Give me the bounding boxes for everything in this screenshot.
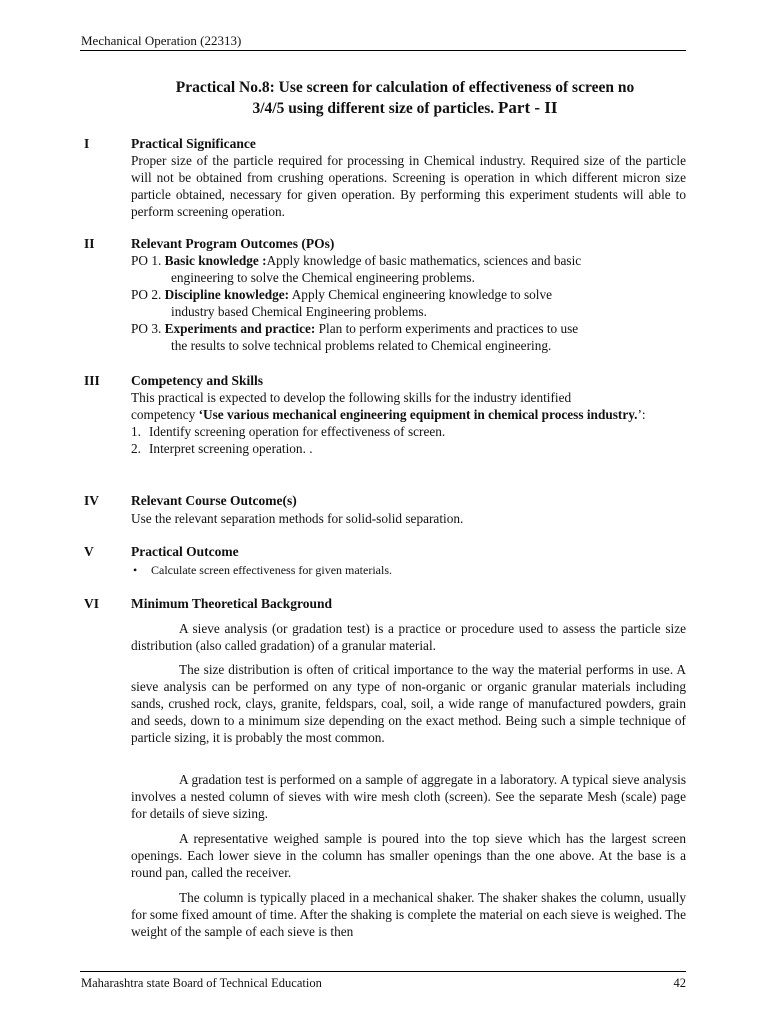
program-outcomes-list — [131, 252, 686, 354]
practical-title — [80, 78, 730, 119]
competency-statement — [131, 406, 686, 423]
po-1-title: Basic knowledge : — [164, 253, 267, 268]
bullet-icon: • — [133, 563, 138, 577]
section-2-number: II — [84, 236, 95, 251]
competency-intro: This practical is expected to develop the following skills for the industry identified — [131, 390, 572, 405]
competency-end: ’: — [637, 407, 646, 422]
practical-outcome-text: Calculate screen effectiveness for given materials. — [151, 563, 393, 577]
section-6-number: VI — [84, 596, 100, 611]
po-1-text: Apply knowledge of basic mathematics, sciences and basic — [266, 253, 582, 268]
background-paragraph-1: A sieve analysis (or gradation test) is a practice or procedure used to assess the particle size distribution (also called gradation) of a granular material. — [131, 621, 686, 653]
po-3-text: Plan to perform experiments and practices to use — [315, 321, 579, 336]
po-3-continuation: the results to solve technical problems related to Chemical engineering. — [171, 338, 552, 353]
po-2-text: Apply Chemical engineering knowledge to solve — [289, 287, 553, 302]
skill-number: 2. — [131, 441, 141, 456]
skill-text: Interpret screening operation. . — [149, 441, 313, 456]
section-3-number: III — [84, 373, 100, 388]
section-6-heading: Minimum Theoretical Background — [131, 596, 333, 611]
section-3-body — [131, 389, 686, 457]
background-paragraph-3: A gradation test is performed on a sample of aggregate in a laboratory. A typical sieve analysis involves a nested column of sieves with wire mesh cloth (screen). See the separate Mesh (scale) page for details of sieve sizing. — [131, 772, 686, 821]
po-3-title: Experiments and practice: — [164, 321, 316, 336]
po-1 — [131, 252, 686, 269]
section-5-number: V — [84, 544, 94, 559]
skill-number: 1. — [131, 424, 141, 439]
skill-text: Identify screening operation for effectiveness of screen. — [149, 424, 446, 439]
section-1-number: I — [84, 136, 90, 151]
section-4-number: IV — [84, 493, 100, 508]
competency-label: competency — [131, 407, 199, 422]
footer-divider — [80, 971, 686, 972]
po-2 — [131, 286, 686, 303]
po-3 — [131, 320, 686, 337]
section-1-heading: Practical Significance — [131, 136, 256, 151]
title-part: Part - II — [498, 98, 558, 117]
section-5-heading: Practical Outcome — [131, 544, 239, 559]
section-3-heading: Competency and Skills — [131, 373, 264, 388]
po-2-title: Discipline knowledge: — [164, 287, 290, 302]
page-header: Mechanical Operation (22313) — [81, 33, 242, 48]
skill-item-2 — [131, 440, 686, 457]
po-1-continuation: engineering to solve the Chemical engineering problems. — [171, 270, 475, 285]
background-paragraph-5: The column is typically placed in a mechanical shaker. The shaker shakes the column, usually for some fixed amount of time. After the shaking is complete the material on each sieve is weighed. The weight of the sample of each sieve is then — [131, 890, 686, 939]
title-line-2 — [80, 98, 730, 119]
po-3-prefix: PO 3. — [131, 321, 162, 336]
competency-bold: ‘Use various mechanical engineering equipment in chemical process industry. — [198, 407, 638, 422]
po-2-continuation: industry based Chemical Engineering problems. — [171, 304, 427, 319]
section-2-heading: Relevant Program Outcomes (POs) — [131, 236, 335, 251]
title-line-1: Practical No.8: Use screen for calculation of effectiveness of screen no — [175, 79, 635, 96]
background-paragraph-2: The size distribution is often of critical importance to the way the material performs in use. A sieve analysis can be performed on any type of non-organic or organic granular materials including sands, crushed rock, clays, granite, feldspars, coal, soil, a wide range of manufactured powders, grain and seeds, down to a minimum size depending on the exact method. Being such a simple technique of particle sizing, it is probably the most common. — [131, 662, 686, 745]
skill-item-1 — [131, 423, 686, 440]
footer-board: Maharashtra state Board of Technical Education — [81, 976, 322, 990]
section-4-heading: Relevant Course Outcome(s) — [131, 493, 297, 508]
section-4-body: Use the relevant separation methods for solid-solid separation. — [131, 511, 464, 526]
po-1-prefix: PO 1. — [131, 253, 162, 268]
header-divider — [80, 50, 686, 51]
page-number: 42 — [673, 976, 686, 990]
title-line-2-text: 3/4/5 using different size of particles. — [252, 100, 495, 117]
background-paragraph-4: A representative weighed sample is poured into the top sieve which has the largest screen openings. Each lower sieve in the column has smaller openings than the one above. At the base is a round pan, called the receiver. — [131, 831, 686, 880]
practical-outcome-item — [131, 562, 686, 579]
section-1-body: Proper size of the particle required for processing in Chemical industry. Required size of the particle will not be obtained from crushing operations. Screening is operation in which different micron size particle obtained, necessary for given operation. By performing this experiment students will able to perform screening operation. — [131, 153, 686, 219]
po-2-prefix: PO 2. — [131, 287, 162, 302]
